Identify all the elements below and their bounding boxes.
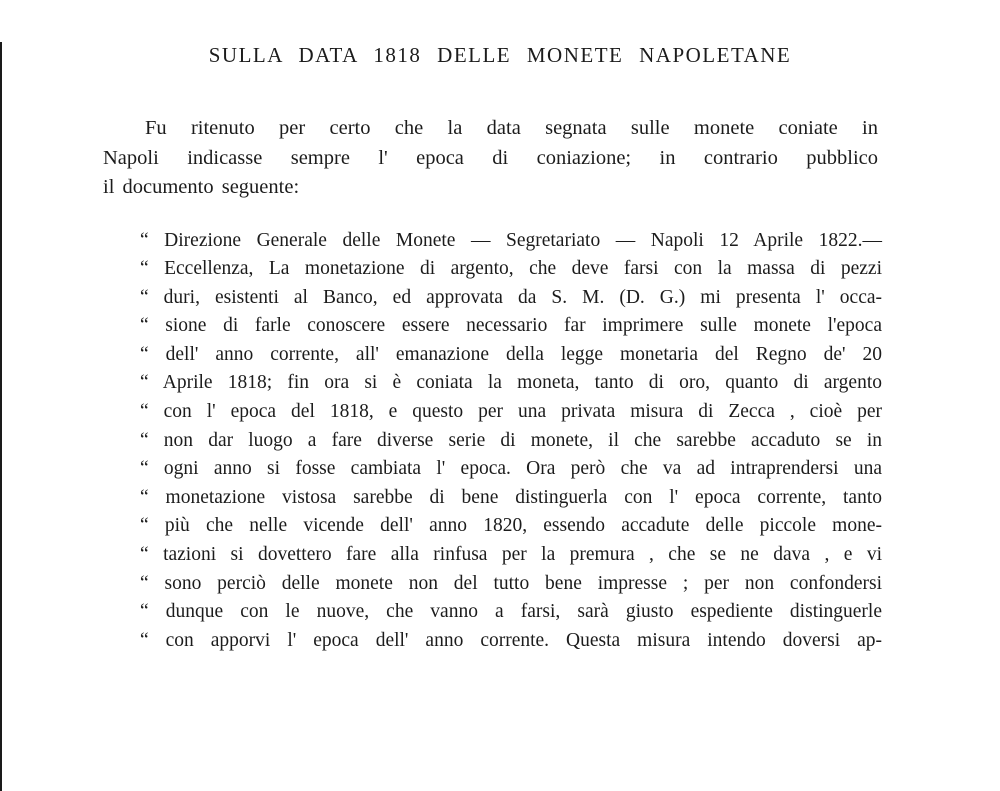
document-line: “ Eccellenza, La monetazione di argento, che deve farsi con la massa di pezzi <box>140 258 882 280</box>
document-line: “ monetazione vistosa sarebbe di bene distinguerla con l' epoca corrente, tanto <box>140 486 882 508</box>
document-line: “ dunque con le nuove, che vanno a farsi, sarà giusto espediente distinguerle <box>140 601 882 623</box>
document-line: “ duri, esistenti al Banco, ed approvata da S. M. (D. G.) mi presenta l' occa- <box>140 286 882 308</box>
intro-line: Fu ritenuto per certo che la data segnata sulle monete coniate in <box>145 117 878 139</box>
document-line: “ Aprile 1818; fin ora si è coniata la moneta, tanto di oro, quanto di argento <box>140 372 882 394</box>
document-line: “ con l' epoca del 1818, e questo per una privata misura di Zecca , cioè per <box>140 401 882 423</box>
document-line: “ con apporvi l' epoca dell' anno corrente. Questa misura intendo doversi ap- <box>140 629 882 651</box>
intro-line: Napoli indicasse sempre l' epoca di coniazione; in contrario pubblico <box>103 146 878 169</box>
page-title: SULLA DATA 1818 DELLE MONETE NAPOLETANE <box>208 43 792 67</box>
document-line: “ sono perciò delle monete non del tutto bene impresse ; per non confondersi <box>140 572 882 594</box>
document-line: “ sione di farle conoscere essere necessario far imprimere sulle monete l'epoca <box>140 315 882 337</box>
document-line: “ non dar luogo a fare diverse serie di monete, il che sarebbe accaduto se in <box>140 429 882 451</box>
document-line: “ più che nelle vicende dell' anno 1820, essendo accadute delle piccole mone- <box>140 515 882 537</box>
document-line: “ tazioni si dovettero fare alla rinfusa per la premura , che se ne dava , e vi <box>140 544 882 566</box>
quoted-document <box>140 227 882 656</box>
document-page <box>0 42 1000 655</box>
document-line: “ Direzione Generale delle Monete — Segretariato — Napoli 12 Aprile 1822.— <box>140 229 882 251</box>
scan-edge-line <box>0 42 2 791</box>
intro-paragraph <box>103 114 878 203</box>
document-line: “ ogni anno si fosse cambiata l' epoca. Ora però che va ad intraprendersi una <box>140 458 882 480</box>
intro-line: il documento seguente: <box>103 176 300 198</box>
document-line: “ dell' anno corrente, all' emanazione della legge monetaria del Regno de' 20 <box>140 343 882 365</box>
